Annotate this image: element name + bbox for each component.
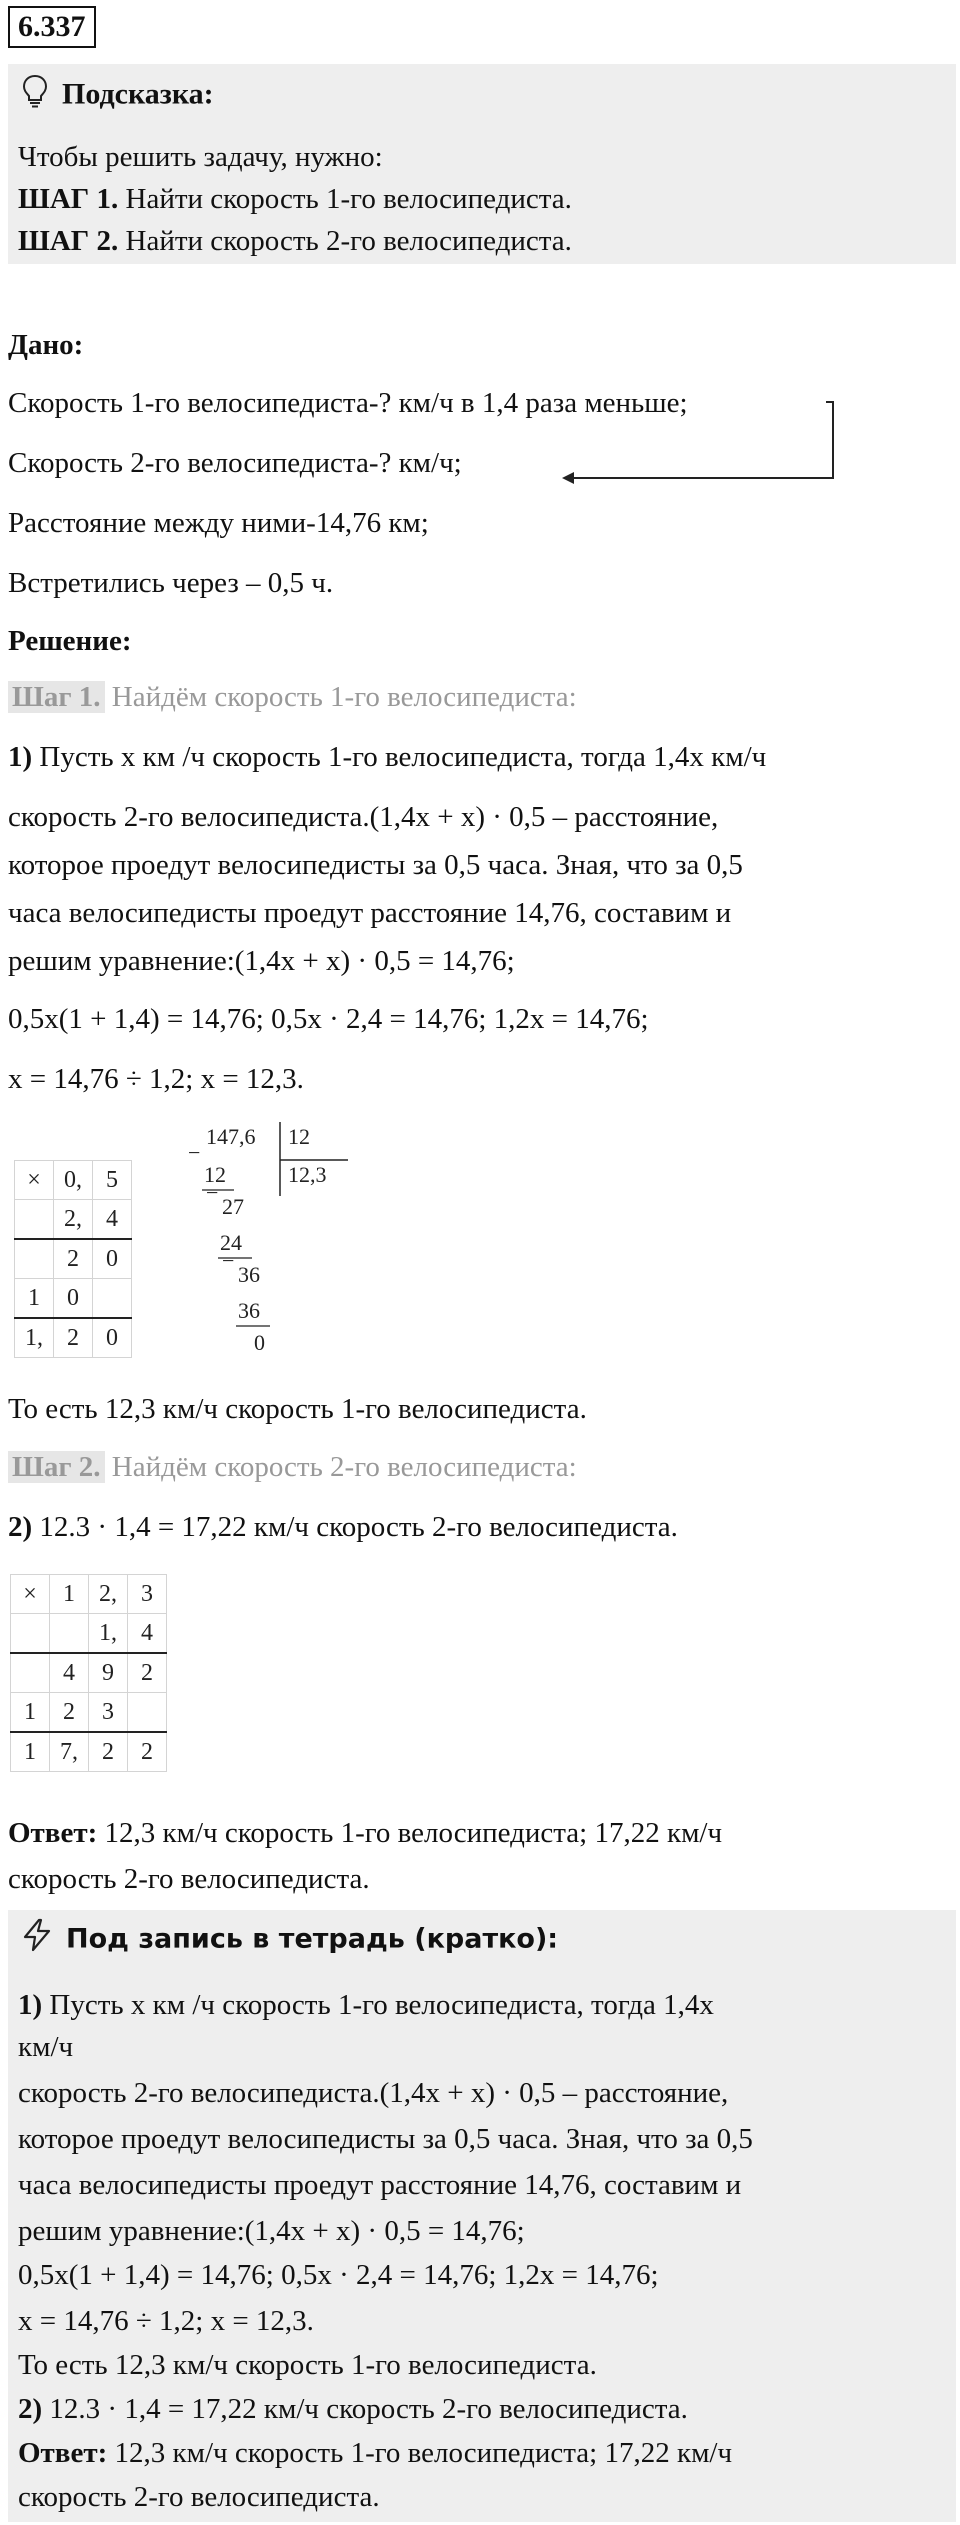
- solution-p2-text: 12.3 · 1,4 = 17,22 км/ч скорость 2-го велосипедиста.: [32, 1511, 678, 1543]
- grid2-cell: 1,: [89, 1614, 128, 1654]
- division-sub-1: 12: [204, 1162, 226, 1187]
- notebook-p1-line-1: [18, 1986, 714, 2025]
- division-minus-2: −: [206, 1180, 219, 1205]
- notebook-line-7: 0,5x(1 + 1,4) = 14,76; 0,5x · 2,4 = 14,76; 1,2x = 14,76;: [18, 2259, 659, 2291]
- solution-title: Решение:: [8, 625, 132, 657]
- step-2-heading: [8, 1448, 577, 1487]
- notebook-line-5: часа велосипедисты проедут расстояние 14,76, составим и: [18, 2169, 742, 2201]
- hint-step-2-text: Найти скорость 2-го велосипедиста.: [118, 225, 572, 257]
- solution-p2-label: 2): [8, 1511, 33, 1543]
- hint-step-1-label: ШАГ 1.: [18, 183, 119, 215]
- notebook-answer-line-1: [18, 2434, 732, 2473]
- division-quotient: 12,3: [288, 1162, 327, 1187]
- hint-title-text: Подсказка:: [62, 77, 214, 111]
- solution-p1-line-5: решим уравнение:(1,4x + x) · 0,5 = 14,76;: [8, 945, 515, 977]
- notebook-title: [20, 1918, 558, 1962]
- hint-title: [22, 74, 214, 120]
- answer-line-2: скорость 2-го велосипедиста.: [8, 1863, 370, 1895]
- division-dividend: 147,6: [206, 1124, 256, 1149]
- solution-p1-text-1: Пусть x км /ч скорость 1-го велосипедиста, тогда 1,4x км/ч: [32, 741, 767, 773]
- grid1-cell: [15, 1239, 54, 1279]
- hint-step-1-text: Найти скорость 1-го велосипедиста.: [118, 183, 572, 215]
- division-remainder-3: 0: [254, 1330, 265, 1355]
- grid2-cell: [11, 1614, 50, 1654]
- solution-p1-line-4: часа велосипедисты проедут расстояние 14,76, составим и: [8, 897, 732, 929]
- relation-arrow: [560, 396, 840, 486]
- given-line-3: Расстояние между ними-14,76 км;: [8, 507, 429, 539]
- grid1-cell: 0: [54, 1279, 93, 1319]
- result-1: То есть 12,3 км/ч скорость 1-го велосипедиста.: [8, 1393, 587, 1425]
- grid1-cell: 2,: [54, 1200, 93, 1240]
- grid2-cell: 2: [50, 1693, 89, 1733]
- step-1-heading: [8, 678, 577, 717]
- hint-intro: Чтобы решить задачу, нужно:: [18, 141, 383, 173]
- notebook-line-9: То есть 12,3 км/ч скорость 1-го велосипедиста.: [18, 2349, 597, 2381]
- grid1-cell: 2: [54, 1318, 93, 1358]
- equation-2: x = 14,76 ÷ 1,2; x = 12,3.: [8, 1063, 304, 1095]
- answer-text-1: 12,3 км/ч скорость 1-го велосипедиста; 17,22 км/ч: [97, 1817, 723, 1849]
- grid1-cell: 4: [93, 1200, 132, 1240]
- lightbulb-icon: [22, 74, 62, 120]
- grid1-cell: 0,: [54, 1161, 93, 1200]
- step-2-tag: Шаг 2.: [8, 1451, 105, 1483]
- grid1-cell: [15, 1200, 54, 1240]
- division-sub-2: 24: [220, 1230, 242, 1255]
- solution-p1-line-2: скорость 2-го велосипедиста.(1,4x + x) · 0,5 – расстояние,: [8, 801, 719, 833]
- long-division: [188, 1122, 368, 1362]
- step-2-text: Найдём скорость 2-го велосипедиста:: [104, 1451, 577, 1483]
- equation-1: 0,5x(1 + 1,4) = 14,76; 0,5x · 2,4 = 14,76; 1,2x = 14,76;: [8, 1003, 649, 1035]
- grid2-cell: 1: [11, 1693, 50, 1733]
- multiplication-grid-2: [10, 1574, 167, 1772]
- hint-step-1: [18, 180, 572, 219]
- hint-box: [8, 64, 956, 264]
- solution-p1-line-1: [8, 738, 766, 777]
- notebook-p2-line: [18, 2390, 688, 2429]
- given-line-1: Скорость 1-го велосипедиста-? км/ч в 1,4 раза меньше;: [8, 387, 688, 419]
- grid1-cell: 0: [93, 1239, 132, 1279]
- grid2-cell: 1: [50, 1575, 89, 1614]
- problem-number: 6.337: [8, 6, 96, 48]
- grid1-cell: 0: [93, 1318, 132, 1358]
- hint-step-2: [18, 222, 572, 261]
- notebook-p2-label: 2): [18, 2393, 43, 2425]
- division-divisor: 12: [288, 1124, 310, 1149]
- division-minus-1: −: [188, 1140, 201, 1165]
- notebook-line-2: км/ч: [18, 2031, 74, 2063]
- solution-p1-label: 1): [8, 741, 33, 773]
- hint-step-2-label: ШАГ 2.: [18, 225, 119, 257]
- grid2-cell: 7,: [50, 1732, 89, 1772]
- step-1-tag: Шаг 1.: [8, 681, 105, 713]
- notebook-answer-line-2: скорость 2-го велосипедиста.: [18, 2481, 380, 2513]
- lightning-icon: [20, 1918, 66, 1962]
- grid2-cell: 2,: [89, 1575, 128, 1614]
- grid1-cell: 1: [15, 1279, 54, 1319]
- multiplication-grid-1: [14, 1160, 132, 1358]
- grid2-cell: 4: [128, 1614, 167, 1654]
- division-remainder-1: 27: [222, 1194, 244, 1219]
- grid2-cell: 2: [128, 1732, 167, 1772]
- given-line-4: Встретились через – 0,5 ч.: [8, 567, 334, 599]
- grid1-cell: ×: [15, 1161, 54, 1200]
- notebook-answer-text-1: 12,3 км/ч скорость 1-го велосипедиста; 17,22 км/ч: [107, 2437, 733, 2469]
- grid2-cell: 2: [128, 1653, 167, 1693]
- notebook-p2-text: 12.3 · 1,4 = 17,22 км/ч скорость 2-го велосипедиста.: [42, 2393, 688, 2425]
- step-1-text: Найдём скорость 1-го велосипедиста:: [104, 681, 577, 713]
- grid2-cell: [11, 1653, 50, 1693]
- grid2-cell: 1: [11, 1732, 50, 1772]
- grid2-cell: 2: [89, 1732, 128, 1772]
- answer-line-1: [8, 1814, 722, 1853]
- notebook-line-1: Пусть x км /ч скорость 1-го велосипедиста, тогда 1,4x: [42, 1989, 714, 2021]
- notebook-line-8: x = 14,76 ÷ 1,2; x = 12,3.: [18, 2305, 314, 2337]
- grid1-cell: [93, 1279, 132, 1319]
- grid2-cell: [50, 1614, 89, 1654]
- grid1-cell: 2: [54, 1239, 93, 1279]
- grid1-cell: 5: [93, 1161, 132, 1200]
- solution-p1-line-3: которое проедут велосипедисты за 0,5 часа. Зная, что за 0,5: [8, 849, 743, 881]
- notebook-title-text: Под запись в тетрадь (кратко):: [66, 1923, 559, 1955]
- division-remainder-2: 36: [238, 1262, 260, 1287]
- notebook-box: [8, 1910, 956, 2522]
- answer-label: Ответ:: [8, 1817, 98, 1849]
- grid2-cell: 4: [50, 1653, 89, 1693]
- notebook-p1-label: 1): [18, 1989, 43, 2021]
- grid1-cell: 1,: [15, 1318, 54, 1358]
- division-lines: [188, 1122, 368, 1362]
- division-sub-3: 36: [238, 1298, 260, 1323]
- grid2-cell: 3: [128, 1575, 167, 1614]
- solution-p2-line: [8, 1508, 678, 1547]
- division-minus-3: −: [222, 1248, 235, 1273]
- notebook-line-6: решим уравнение:(1,4x + x) · 0,5 = 14,76;: [18, 2215, 525, 2247]
- grid2-cell: 9: [89, 1653, 128, 1693]
- notebook-line-4: которое проедут велосипедисты за 0,5 часа. Зная, что за 0,5: [18, 2123, 753, 2155]
- notebook-answer-label: Ответ:: [18, 2437, 108, 2469]
- grid2-cell: ×: [11, 1575, 50, 1614]
- notebook-line-3: скорость 2-го велосипедиста.(1,4x + x) · 0,5 – расстояние,: [18, 2077, 729, 2109]
- grid2-cell: [128, 1693, 167, 1733]
- given-line-2: Скорость 2-го велосипедиста-? км/ч;: [8, 447, 462, 479]
- grid2-cell: 3: [89, 1693, 128, 1733]
- given-title: Дано:: [8, 329, 84, 361]
